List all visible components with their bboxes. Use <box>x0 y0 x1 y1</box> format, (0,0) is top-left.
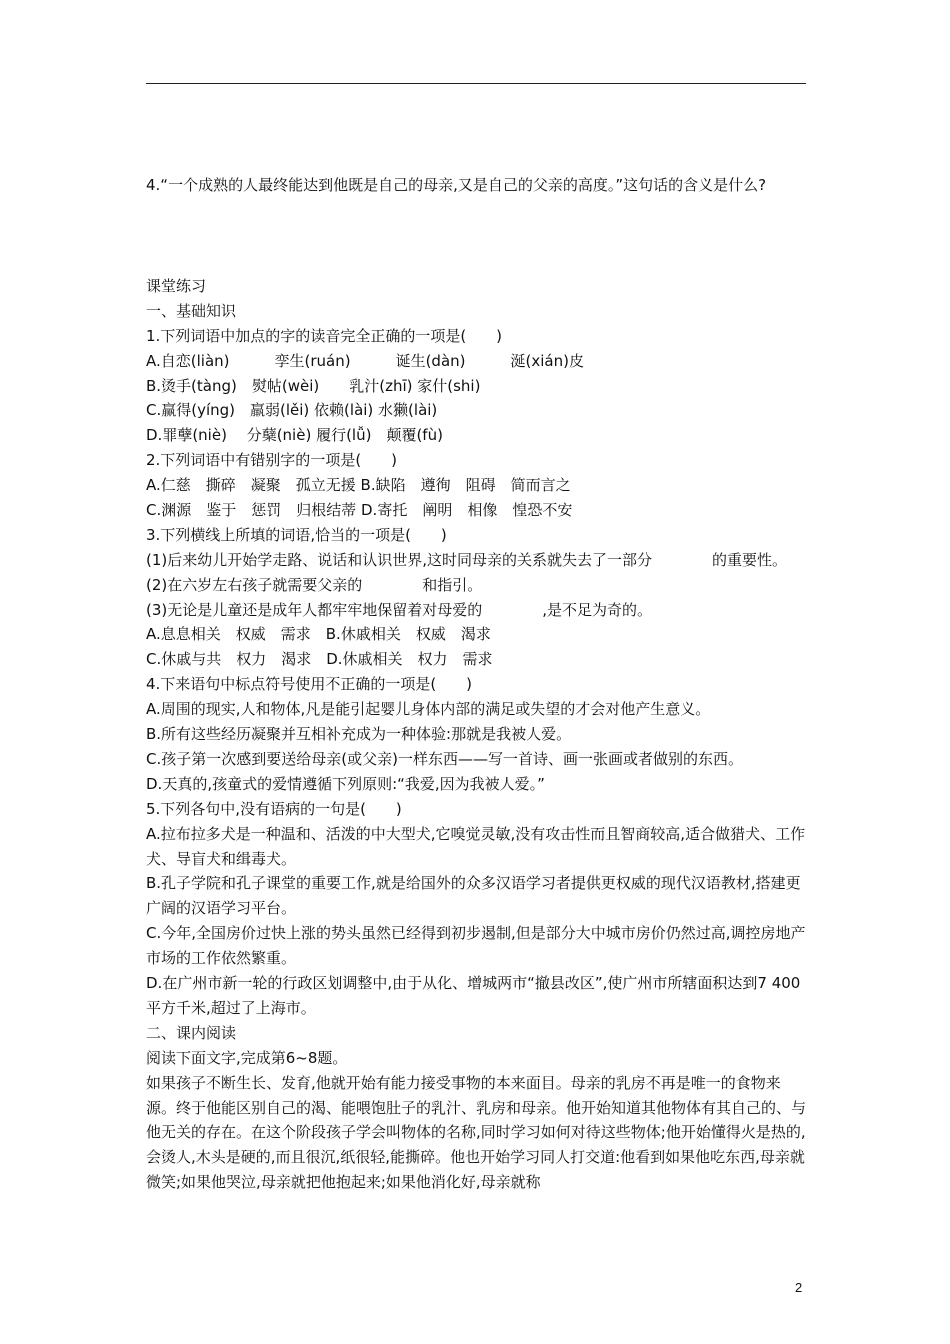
reading-instruction: 阅读下面文字,完成第6~8题。 <box>146 1048 348 1067</box>
question-4: 4.“一个成熟的人最终能达到他既是自己的母亲,又是自己的父亲的高度。”这句话的含义是什么? <box>146 176 767 194</box>
question-1-option-c: C.赢得(yíng) 羸弱(lěi) 依赖(lài) 水獭(lài) <box>146 401 438 420</box>
question-3-item-1: (1)后来幼儿开始学走路、说话和认识世界,这时同母亲的关系就失去了一部分 的重要性。 <box>146 550 788 569</box>
reading-passage: 如果孩子不断生长、发育,他就开始有能力接受事物的本来面目。母亲的乳房不再是唯一的食物来源。终于他能区别自己的渴、能喂饱肚子的乳汁、乳房和母亲。他开始知道其他物体有其自己的、与他无关的存在。在这个阶段孩子学会叫物体的名称,同时学习如何对待这些物体;他开始懂得火是热的,会烫人,木头是硬的,而且很沉,纸很轻,能撕碎。他也开始学习同人打交道:他看到如果他吃东西,母亲就微笑;如果他哭泣,母亲就把他抱起来;如果他消化好,母亲就称 <box>146 1073 807 1192</box>
header-rule <box>146 83 806 84</box>
question-5-option-d: D.在广州市新一轮的行政区划调整中,由于从化、增城两市“撤县改区”,使广州市所辖面积达到7 400平方千米,超过了上海市。 <box>146 974 801 1017</box>
question-4-stem: 4.下来语句中标点符号使用不正确的一项是( ) <box>146 675 473 694</box>
question-5-stem: 5.下列各句中,没有语病的一句是( ) <box>146 799 402 818</box>
question-2-options-ab: A.仁慈 撕碎 凝聚 孤立无援 B.缺陷 遵徇 阻碍 简而言之 <box>146 476 571 495</box>
question-3-options-cd: C.休戚与共 权力 渴求 D.休戚相关 权力 需求 <box>146 650 493 669</box>
question-1-option-a: A.自恋(liàn) 孪生(ruán) 诞生(dàn) 涎(xián)皮 <box>146 351 584 370</box>
question-4-option-a: A.周围的现实,人和物体,凡是能引起婴儿身体内部的满足或失望的才会对他产生意义。 <box>146 700 711 719</box>
section-title: 课堂练习 <box>146 277 207 295</box>
question-1-option-b: B.烫手(tàng) 熨帖(wèi) 乳汁(zhī) 家什(shi) <box>146 376 481 395</box>
page-number: 2 <box>795 1280 803 1295</box>
question-4-option-d: D.天真的,孩童式的爱情遵循下列原则:“我爱,因为我被人爱。” <box>146 774 545 793</box>
question-3-item-2: (2)在六岁左右孩子就需要父亲的 和指引。 <box>146 575 483 594</box>
question-1-option-d: D.罪孽(niè) 分蘖(niè) 履行(lǚ) 颠覆(fù) <box>146 426 443 445</box>
question-5-option-c: C.今年,全国房价过快上涨的势头虽然已经得到初步遏制,但是部分大中城市房价仍然过高,调控房地产市场的工作依然繁重。 <box>146 924 806 968</box>
question-1-stem: 1.下列词语中加点的字的读音完全正确的一项是( ) <box>146 326 503 345</box>
question-3-item-3: (3)无论是儿童还是成年人都牢牢地保留着对母爱的 ,是不足为奇的。 <box>146 600 653 619</box>
question-5-option-a: A.拉布拉多犬是一种温和、活泼的中大型犬,它嗅觉灵敏,没有攻击性而且智商较高,适合做猎犬、工作犬、导盲犬和缉毒犬。 <box>146 824 806 868</box>
question-4-option-c: C.孩子第一次感到要送给母亲(或父亲)一样东西——写一首诗、画一张画或者做别的东西。 <box>146 749 743 768</box>
section-heading-reading: 二、课内阅读 <box>146 1023 237 1042</box>
question-5-option-b: B.孔子学院和孔子课堂的重要工作,就是给国外的众多汉语学习者提供更权威的现代汉语教材,搭建更广阔的汉语学习平台。 <box>146 874 801 918</box>
question-3-stem: 3.下列横线上所填的词语,恰当的一项是( ) <box>146 525 447 544</box>
question-2-options-cd: C.渊源 鉴于 惩罚 归根结蒂 D.寄托 阐明 相像 惶恐不安 <box>146 501 573 520</box>
practice-section <box>146 274 806 1195</box>
question-3-options-ab: A.息息相关 权威 需求 B.休戚相关 权威 渴求 <box>146 625 491 644</box>
section-heading-basics: 一、基础知识 <box>146 301 237 320</box>
question-4-option-b: B.所有这些经历凝聚并互相补充成为一种体验:那就是我被人爱。 <box>146 725 572 744</box>
question-2-stem: 2.下列词语中有错别字的一项是( ) <box>146 451 398 470</box>
